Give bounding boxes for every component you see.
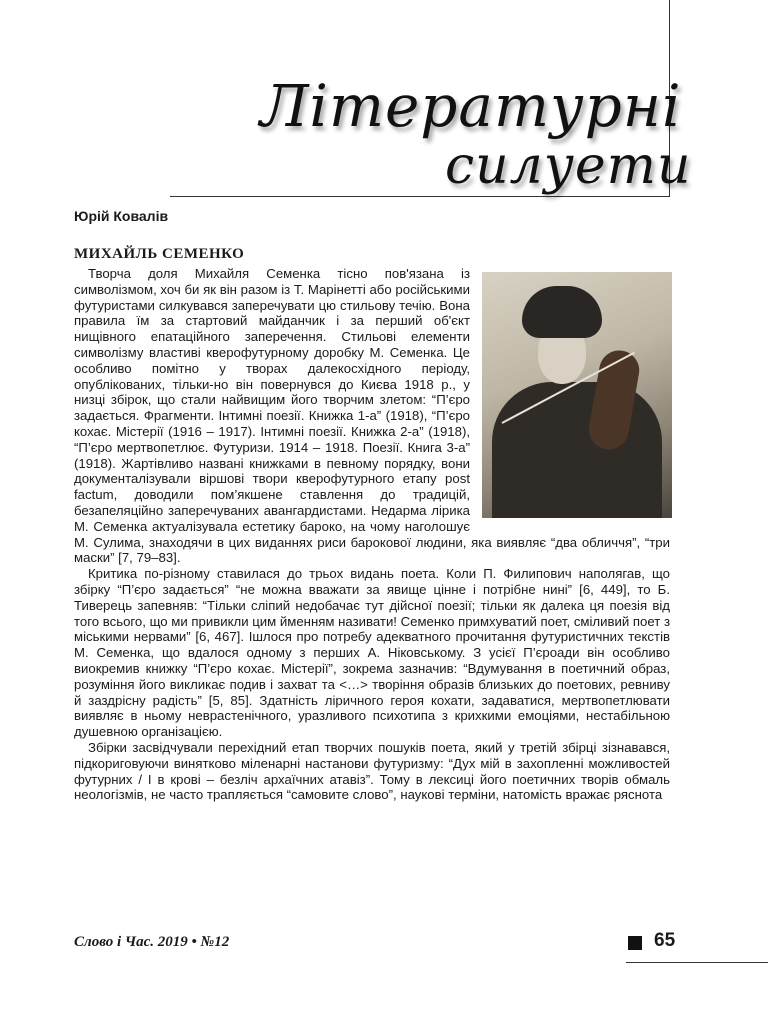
section-rubric (230, 60, 692, 200)
article-body (74, 266, 670, 803)
photo-wrap-spacer (470, 270, 670, 522)
paragraph-2: Критика по-різному ставилася до трьох видань поета. Коли П. Филипович наполягав, що збірку “П’єро задається” “не можна вважати за явище цінне і потрібне нині” [6, 449], то Б. Тиверець запевняв: “Тільки сліпий недобачає тут дійсної поезії; тільки як далека ця поезія від того всього, що ми привикли цим йменням називати! Семенко примхуватий поет, сміливий поет з міськими нервами” [6, 467]. Ішлося про потребу адекватного прочитання футуристичних текстів М. Семенка, що вдалося одному з перших А. Ніковському. З усієї П’єроади він особливо виокремив книжку “П’єро кохає. Містерії”, зокрема зазначив: “Вдумування в поетичний образ, розуміння його викликає подив і захват та <…> творіння образів близьких до поетових, ревниву й заздрісну радість” [5, 85]. Здатність ліричного героя кохати, задаватися, мертвопетлювати виявляє в ньому неврастенічного, уразливого психотипа з крихкими емоціями, нестабільною душевною організацією. (74, 566, 670, 740)
article-heading: МИХАЙЛЬ СЕМЕНКО (74, 246, 245, 262)
rubric-line-2: силуети (445, 136, 692, 196)
paragraph-3: Збірки засвідчували перехідний етап творчих пошуків поета, який у третій збірці зізнавався, підкориговуючи винятково міленарні настанови футуризму: “Дух мій в захопленні можливостей футурних / І в крові – безліч архаїчних атавіз”. Тому в лексиці його поетичних творів обмаль неологізмів, не часто трапляється “самовите слово”, наукові терміни, натомість вражає ряснота (74, 739, 670, 803)
journal-title: Слово і Час. 2019 • №12 (74, 934, 230, 950)
author-name: Юрій Ковалів (74, 208, 169, 224)
rubric-line-1: Літературні (260, 72, 682, 140)
footer-square-mark (628, 936, 642, 950)
footer-rule (626, 962, 768, 963)
page-number: 65 (654, 930, 676, 951)
paragraph-1: Творча доля Михайля Семенка тісно пов'язана із символізмом, хоч би як він разом із Т. Марінетті або російськими футуристами силкувався заперечувати цю стильову течію. Вона правила їм за стартовий майданчик і за перший об'єкт нищівного епатаційного заперечення. Стильові елементи символізму властиві кверофутурному доробку М. Семенка. Це особливо помітно у творах далекосхідного періоду, опублікованих, тільки-но він повернувся до Києва 1918 р., у низці збірок, що стали найвищим його творчим злетом: “П’єро задається. Фрагменти. Інтимні поезії. Книжка 1-а” (1918), “П’єро кохає. Містерії (1916 – 1917). Інтимні поезії. Книжка 2-а” (1918), “П’єро мертвопетлює. Футуризи. 1914 – 1918. Поезії. Книга 3-а” (1918). Жартівливо названі книжками в певному порядку, вони документалізували віршові твори кверофутурного етапу post factum, доводили пом’якшене ставлення до традицій, безапеляційно заперечуваних авангардистами. Недарма лірика М. Семенка актуалізувала естетику бароко, на чому наголошує М. Сулима, знаходячи в цих виданнях риси барокової людини, яка виявляє “два обличчя”, “три маски” [7, 79–83]. (74, 266, 670, 566)
